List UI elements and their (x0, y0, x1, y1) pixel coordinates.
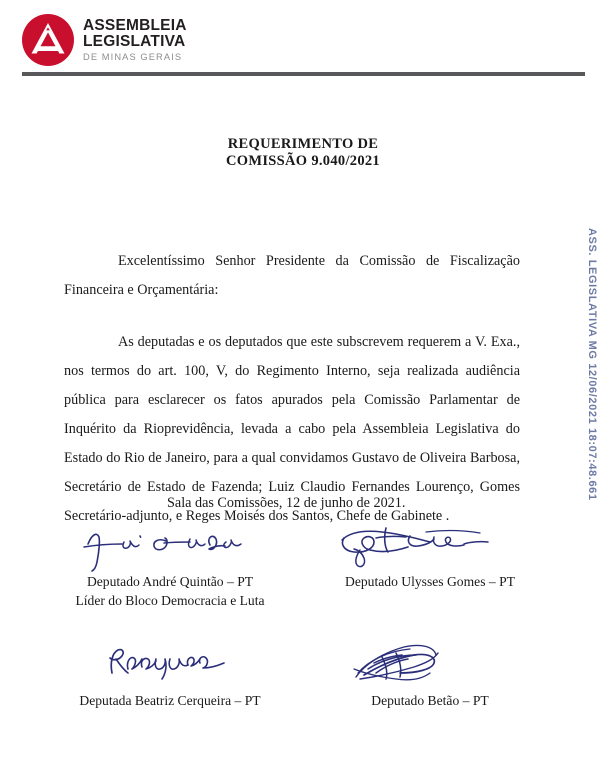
signature-row (40, 520, 560, 610)
addressee-paragraph: Excelentíssimo Senhor Presidente da Comissão de Fiscalização Financeira e Orçamentária: (64, 253, 520, 298)
vertical-timestamp-stamp: ASS. LEGISLATIVA MG 12/06/2021 18:07:48.661 (586, 228, 598, 501)
signature-cell (300, 639, 560, 710)
document-title-line1: REQUERIMENTO DE (227, 136, 379, 152)
signature-name: Deputado Ulysses Gomes – PT (345, 574, 515, 589)
signature-cell (40, 520, 300, 610)
document-title-line2: COMISSÃO 9.040/2021 (226, 153, 380, 169)
document-title (0, 136, 606, 170)
logo-line-minas-gerais: DE MINAS GERAIS (83, 51, 183, 62)
signature-beatriz-cerqueira-ink (70, 639, 270, 691)
logo-line-legislativa: LEGISLATIVA (83, 33, 186, 51)
request-paragraph: As deputadas e os deputados que este subscrevem requerem a V. Exa., nos termos do art. 100, V, do Regimento Interno, seja realizada audiência pública para esclarecer os fatos apurados pela Comissão Parlamentar de Inquérito da Rioprevidência, levada a cabo pela Assembleia Legislativa do Estado do Rio de Janeiro, para a qual convidamos Gustavo de Oliveira Barbosa, Secretário de Estado de Fazenda; Luiz Claudio Fernandes Lourenço, Gomes Secretário-adjunto, e Reges Moisés dos Santos, Chefe de Gabinete . (64, 334, 520, 524)
place-and-date: Sala das Comissões, 12 de junho de 2021. (167, 495, 406, 511)
signature-row (40, 639, 560, 710)
assembleia-triangle-logo-icon (22, 14, 74, 66)
signature-cell (300, 520, 560, 610)
logo-line-assembleia: ASSEMBLEIA (83, 16, 187, 34)
signature-name: Deputada Beatriz Cerqueira – PT (79, 693, 261, 708)
signature-block (40, 520, 560, 710)
letterhead-wordmark (83, 18, 187, 62)
signature-ulysses-gomes-ink (330, 520, 530, 572)
signature-name: Deputado André Quintão – PT (86, 574, 254, 589)
signature-name: Deputado Betão – PT (371, 693, 489, 708)
signature-subtitle: Líder do Bloco Democracia e Luta (75, 593, 265, 608)
document-body (64, 247, 520, 531)
signature-betao-ink (330, 639, 530, 691)
signature-cell (40, 639, 300, 710)
signature-andre-quintao-ink (70, 520, 270, 572)
header-divider (22, 72, 585, 76)
letterhead (22, 14, 187, 66)
